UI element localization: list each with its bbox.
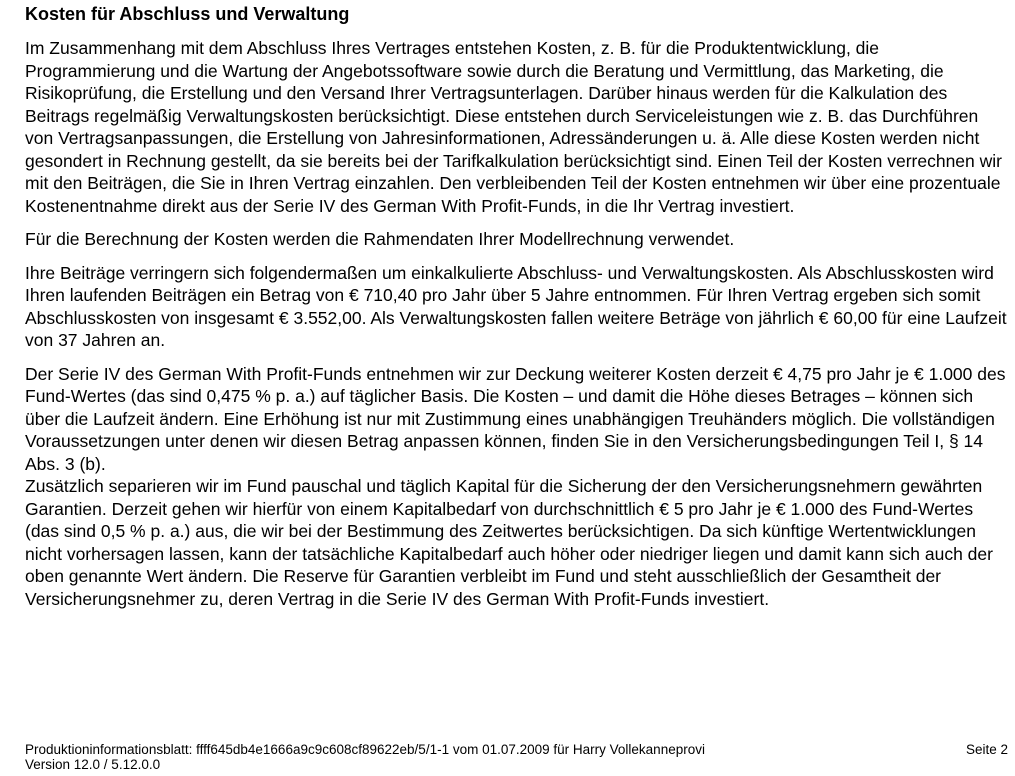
footer-version: Version 12.0 / 5.12.0.0 (25, 757, 161, 772)
footer-page-number: Seite 2 (965, 742, 1008, 757)
document-content (25, 3, 1008, 621)
paragraph-cost-amounts: Ihre Beiträge verringern sich folgendermaßen um einkalkulierte Abschluss- und Verwaltungskosten. Als Abschlusskosten wird Ihren laufenden Beiträgen ein Betrag von € 710,40 pro Jahr über 5 Jahre entnommen. Für Ihren Vertrag ergeben sich somit Abschlusskosten von insgesamt € 3.552,00. Als Verwaltungskosten fallen weitere Beträge von jährlich € 60,00 für eine Laufzeit von 37 Jahren an. (25, 262, 1007, 350)
footer-top-row (25, 742, 1008, 757)
page-title: Kosten für Abschluss und Verwaltung (25, 4, 350, 24)
paragraph-calculation-basis: Für die Berechnung der Kosten werden die Rahmendaten Ihrer Modellrechnung verwendet. (25, 229, 735, 249)
footer-document-info: Produktioninformationsblatt: ffff645db4e1666a9c9c608cf89622eb/5/1-1 vom 01.07.2009 für Harry Vollekanneprovi (25, 742, 705, 757)
paragraph-fund-cost-deduction: Der Serie IV des German With Profit-Funds entnehmen wir zur Deckung weiterer Kosten derzeit € 4,75 pro Jahr je € 1.000 des Fund-Wertes (das sind 0,475 % p. a.) auf täglicher Basis. Die Kosten – und damit die Höhe dieses Betrages – können sich über die Laufzeit ändern. Eine Erhöhung ist nur mit Zustimmung eines unabhängigen Treuhänders möglich. Die vollständigen Voraussetzungen unter denen wir diesen Betrag anpassen können, finden Sie in den Versicherungsbedingungen Teil I, § 14 Abs. 3 (b). (25, 363, 1006, 474)
page-footer (25, 742, 1008, 772)
paragraph-costs-intro: Im Zusammenhang mit dem Abschluss Ihres Vertrages entstehen Kosten, z. B. für die Produktentwicklung, die Programmierung und die Wartung der Angebotssoftware sowie durch die Beratung und Vermittlung, das Marketing, die Risikoprüfung, die Erstellung und den Versand Ihrer Vertragsunterlagen. Darüber hinaus werden für die Kalkulation des Beitrags regelmäßig Verwaltungskosten berücksichtigt. Diese entstehen durch Serviceleistungen wie z. B. das Durchführen von Vertragsanpassungen, die Erstellung von Jahresinformationen, Adressänderungen u. ä. Alle diese Kosten werden nicht gesondert in Rechnung gestellt, da sie bereits bei der Tarifkalkulation berücksichtigt sind. Einen Teil der Kosten verrechnen wir mit den Beiträgen, die Sie in Ihren Vertrag einzahlen. Den verbleibenden Teil der Kosten entnehmen wir über eine prozentuale Kostenentnahme direkt aus der Serie IV des German With Profit-Funds, in die Ihr Vertrag investiert. (25, 38, 1002, 216)
paragraph-fund-costs (25, 363, 1008, 611)
paragraph-guarantee-reserve: Zusätzlich separieren wir im Fund pauschal und täglich Kapital für die Sicherung der den Versicherungsnehmern gewährten Garantien. Derzeit gehen wir hierfür von einem Kapitalbedarf von durchschnittlich € 5 pro Jahr je € 1.000 des Fund-Wertes (das sind 0,5 % p. a.) aus, die wir bei der Bestimmung des Zeitwertes berücksichtigen. Da sich künftige Wertentwicklungen nicht vorhersagen lassen, kann der tatsächliche Kapitalbedarf auch höher oder niedriger liegen und damit kann sich auch der oben genannte Wert ändern. Die Reserve für Garantien verbleibt im Fund und steht ausschließlich der Gesamtheit der Versicherungsnehmer zu, deren Vertrag in die Serie IV des German With Profit-Funds investiert. (25, 476, 993, 609)
